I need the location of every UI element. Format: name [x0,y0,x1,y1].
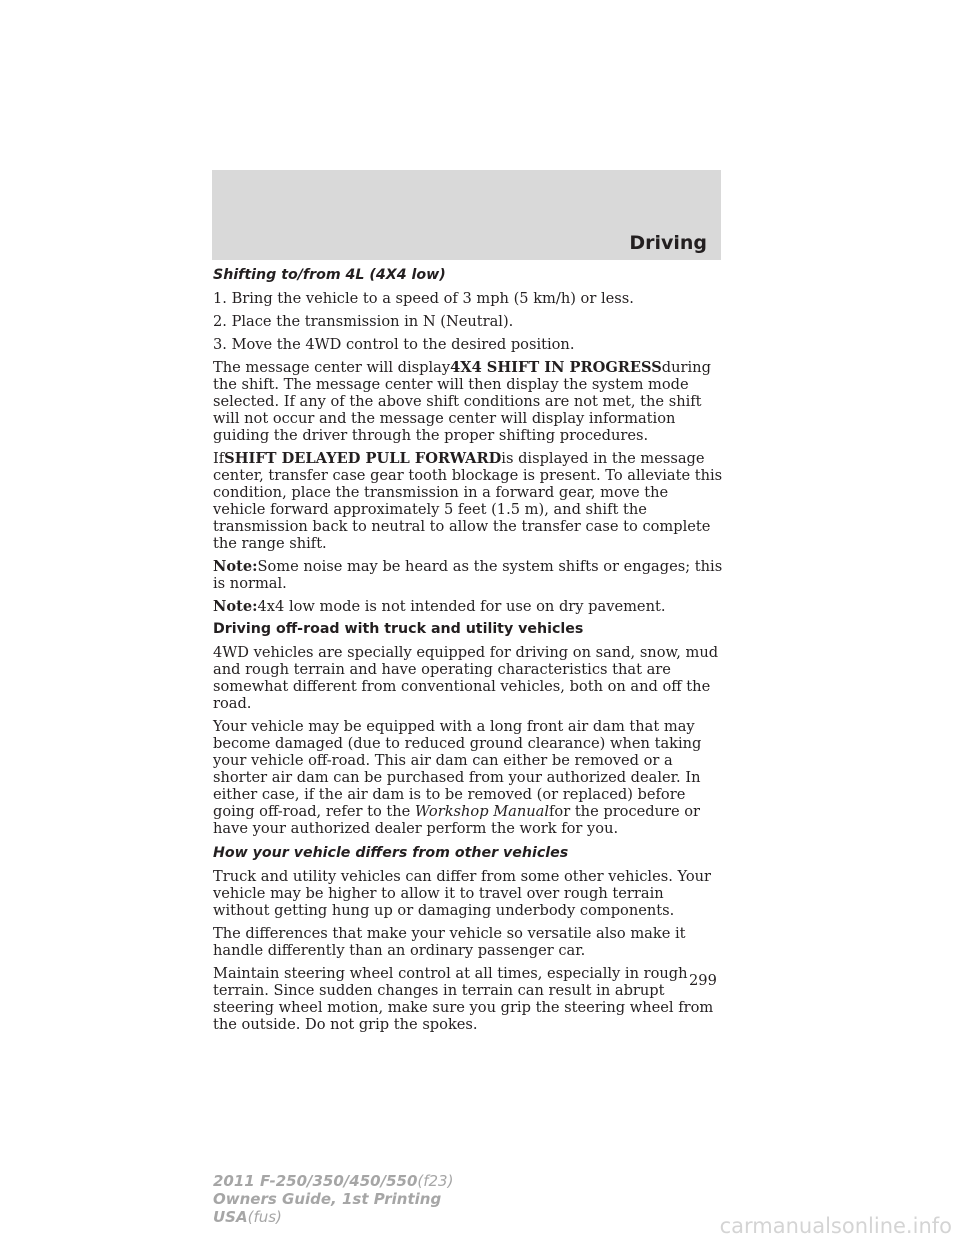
footer-line-model [213,1172,453,1190]
note-text: 4x4 low mode is not intended for use on dry pavement. [257,598,666,615]
step-1: 1. Bring the vehicle to a speed of 3 mph (5 km/h) or less. [213,290,634,307]
paragraph-truck-differ: Truck and utility vehicles can differ from some other vehicles. Your vehicle may be higher to allow it to travel over rough terrain without getting hung up or damaging underbody components. [213,868,712,919]
section-title: Driving [629,232,707,254]
print-footer [213,1172,453,1226]
paragraph-message-center [213,359,723,444]
paragraph-text: The message center will display [213,359,451,376]
note-label: Note: [213,558,258,575]
workshop-manual-ref: Workshop Manual [414,803,550,820]
section-header-band [212,170,721,260]
footer-model: 2011 F-250/350/450/550 [213,1172,418,1190]
paragraph-text: during the shift. The message center will then display the system mode selected. If any of the above shift conditions are not met, the shift will not occur and the message center will display information guiding the driver through the proper shifting procedures. [213,359,711,444]
page-number: 299 [689,972,717,989]
note-label: Note: [213,598,258,615]
step-3: 3. Move the 4WD control to the desired position. [213,336,575,353]
paragraph-text: If [213,450,225,467]
footer-line-guide: Owners Guide, 1st Printing [213,1190,442,1208]
page-content [213,267,723,1039]
heading-vehicle-differs: How your vehicle differs from other vehicles [213,845,569,861]
footer-line-market [213,1208,453,1226]
heading-shifting-4l: Shifting to/from 4L (4X4 low) [213,267,446,283]
paragraph-shift-delayed [213,450,723,552]
watermark: carmanualsonline.info [719,1214,952,1238]
message-shift-delayed: SHIFT DELAYED PULL FORWARD [224,450,502,467]
heading-off-road: Driving off-road with truck and utility vehicles [213,621,584,637]
note-noise [213,558,723,592]
paragraph-text: Your vehicle may be equipped with a long front air dam that may become damaged (due to reduced ground clearance) when taking your vehicle off-road. This air dam can either be removed or a shorter air dam can be purchased from your authorized dealer. In either case, if the air dam is to be removed (or replaced) before going off-road, refer to the [213,718,702,820]
paragraph-text: for the procedure or have your authorized dealer perform the work for you. [213,803,701,837]
footer-model-code: (f23) [417,1172,454,1190]
paragraph-air-dam [213,718,723,837]
footer-market: USA [213,1208,248,1226]
paragraph-steering-control: Maintain steering wheel control at all times, especially in rough terrain. Since sudden changes in terrain can result in abrupt steering wheel motion, make sure you grip the steering wheel from the outside. Do not grip the spokes. [213,965,714,1033]
message-shift-in-progress: 4X4 SHIFT IN PROGRESS [450,359,662,376]
paragraph-4wd-vehicles: 4WD vehicles are specially equipped for driving on sand, snow, mud and rough terrain and have operating characteristics that are somewhat different from conventional vehicles, both on and off the road. [213,644,719,712]
paragraph-versatile: The differences that make your vehicle so versatile also make it handle differently than an ordinary passenger car. [213,925,686,959]
step-2: 2. Place the transmission in N (Neutral). [213,313,514,330]
paragraph-text: is displayed in the message center, transfer case gear tooth blockage is present. To alleviate this condition, place the transmission in a forward gear, move the vehicle forward approximately 5 feet (1.5 m), and shift the transmission back to neutral to allow the transfer case to complete the range shift. [213,450,723,552]
footer-market-code: (fus) [247,1208,282,1226]
note-low-mode [213,598,723,615]
note-text: Some noise may be heard as the system shifts or engages; this is normal. [213,558,723,592]
